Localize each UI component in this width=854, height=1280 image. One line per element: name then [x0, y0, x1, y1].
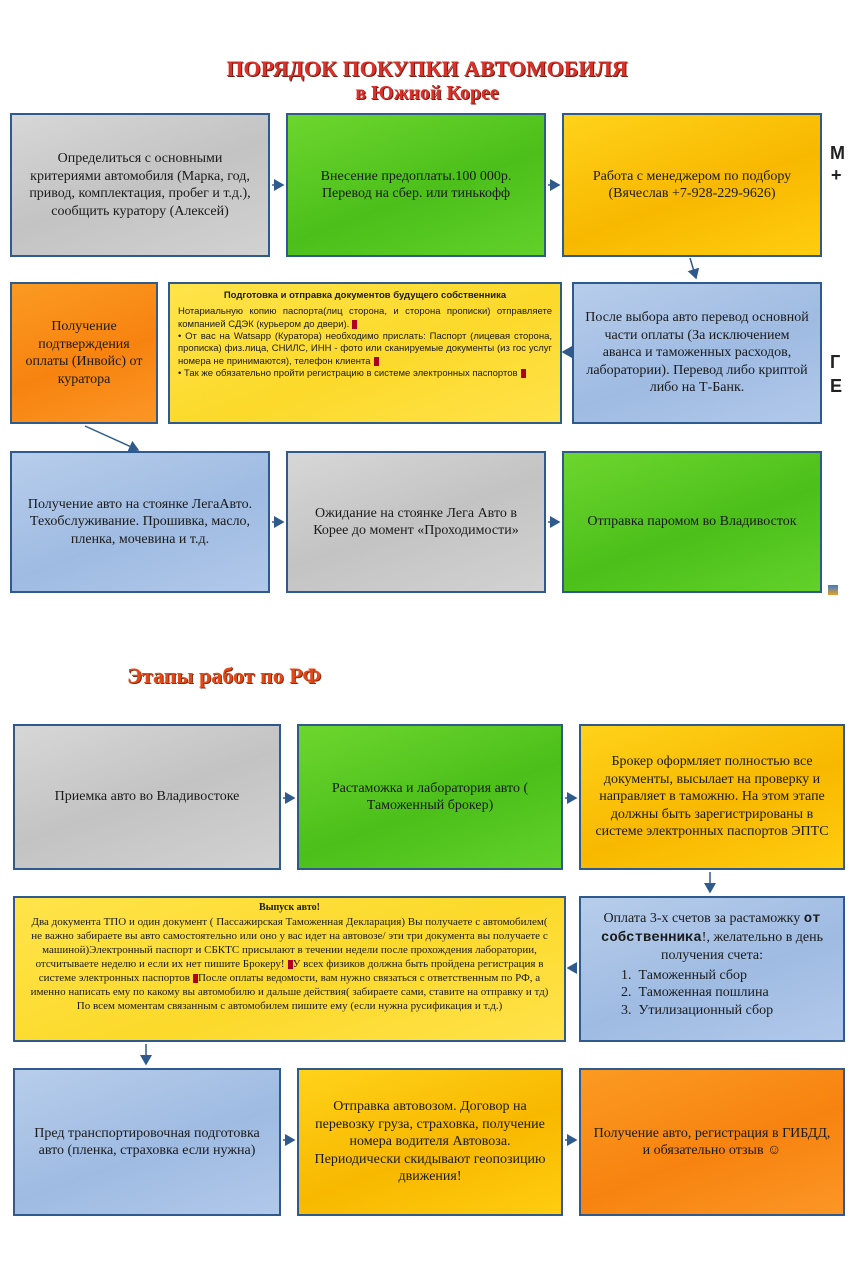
step-prepayment-text: Внесение предоплаты.100 000р. Перевод на сбер. или тинькофф: [320, 168, 512, 201]
rf-step-release-p3: После оплаты ведомости, вам нужно связаться с ответственным по РФ, а именно написать ему по какому вы автомобилю и дальше действия( забираете сами, ставите на отправку и тд) По всем моментам связанным с автомобилем пишите ему (если нужна русификация и т.д.): [30, 972, 549, 1013]
rf-step-pay-invoices-line2: !, желательно в день получения счета:: [660, 929, 824, 963]
step-receive-legaauto-text: Получение авто на стоянке ЛегаАвто. Техобслуживание. Прошивка, масло, пленка, мочевина и т.д.: [27, 496, 253, 547]
step-ferry-vladivostok-text: Отправка паромом во Владивосток: [587, 514, 797, 530]
rf-section-title: Этапы работ по РФ: [127, 663, 322, 688]
rf-step-pre-transport-text: Пред транспортировочная подготовка авто (пленка, страховка если нужна): [34, 1125, 260, 1158]
step-main-payment-text: После выбора авто перевод основной части оплаты (За исключением аванса и таможенных расходов, лаборатории). Перевод либо криптой либо на Т-Банк.: [585, 310, 809, 396]
step-waiting-parking-text: Ожидание на стоянке Лега Авто в Корее до момент «Проходимости»: [313, 505, 519, 538]
rf-step-pay-invoices-bold: от собственника: [600, 911, 821, 946]
rf-step-broker-text: Брокер оформляет полностью все документы, высылает на проверку и направляет в таможню. На этом этапе должны быть зарегистрированы в системе электронных паспортов ЭПТС: [595, 754, 829, 840]
step-invoice-confirmation-text: Получение подтверждения оплаты (Инвойс) от куратора: [25, 319, 143, 387]
rf-step-car-carrier: [297, 1068, 563, 1216]
edge-glyph-1: М: [830, 143, 845, 163]
red-marker-icon: [374, 357, 379, 366]
rf-step-car-carrier-text: Отправка автовозом. Договор на перевозку груза, страховка, получение номера водителя Автовоза. Периодически скидывают геопозицию движения!: [314, 1099, 546, 1185]
fee-item: 2. Таможенная пошлина: [621, 985, 769, 1000]
step-manager-text: Работа с менеджером по подбору (Вячеслав +7-928-229-9626): [592, 168, 792, 201]
rf-step-customs-lab-text: Растаможка и лаборатория авто ( Таможенный брокер): [331, 780, 529, 813]
step-receive-legaauto: [10, 451, 270, 593]
step-documents-p1: Нотариальную копию паспорта(лиц сторона, и сторона прописки) отправляете компанией СДЭК (курьером до двери).: [178, 306, 552, 330]
step-define-criteria: [10, 113, 270, 257]
rf-step-acceptance: [13, 724, 281, 870]
step-documents: [168, 282, 562, 424]
arrow-s6-s7: [85, 426, 138, 450]
rf-step-release: [13, 896, 566, 1042]
fees-list: [621, 967, 833, 1020]
step-waiting-parking: [286, 451, 546, 593]
red-marker-icon: [521, 369, 526, 378]
page-subtitle: в Южной Корее: [355, 82, 499, 104]
edge-glyph-3: Г: [830, 352, 841, 372]
rf-step-release-heading: Выпуск авто!: [259, 902, 320, 913]
edge-glyph-2: +: [831, 165, 842, 185]
rf-step-pre-transport: [13, 1068, 281, 1216]
page-title: ПОРЯДОК ПОКУПКИ АВТОМОБИЛЯ: [226, 56, 628, 81]
rf-step-release-p2: У всех физиков должна быть пройдена регистрация в системе электронных паспортов: [38, 958, 544, 985]
rf-step-registration: [579, 1068, 845, 1216]
rf-step-pay-invoices-line1: Оплата 3-х счетов за растаможку: [603, 911, 801, 926]
arrow-s3-s4: [690, 258, 696, 278]
step-documents-p2: • От вас на Watsapp (Куратора) необходимо прислать: Паспорт (лицевая сторона, прописка) физ.лица, СНИЛС, ИНН - фото или сканируемые документы (из гос услуг номера не принимаются), телефон клиента: [178, 331, 552, 367]
rf-step-customs-lab: [297, 724, 563, 870]
rf-step-release-p1: Два документа ТПО и один документ ( Пассажирская Таможенная Декларация) Вы получаете с автомобилем( не важно забираете вы авто самостоятельно или оно у вас идет на автовозе/ эти три документа вы получаете с машиной)Электронный паспорт и СБКТС присылают в течении недели после прохождения лаборатории, отсчитываете неделю и если их нет пишите Брокеру!: [31, 915, 548, 971]
edge-glyph-4: Е: [830, 376, 843, 396]
rf-step-pay-invoices: [579, 896, 845, 1042]
step-ferry-vladivostok: [562, 451, 822, 593]
step-documents-heading: Подготовка и отправка документов будущего собственника: [223, 290, 507, 301]
step-manager: [562, 113, 822, 257]
fee-item: 1. Таможенный сбор: [621, 967, 748, 983]
step-define-criteria-text: Определиться с основными критериями автомобиля (Марка, год, привод, комплектация, пробег и т.д.), сообщить куратору (Алексей): [29, 151, 251, 219]
step-prepayment: [286, 113, 546, 257]
red-marker-icon: [352, 320, 357, 329]
step-invoice-confirmation: [10, 282, 158, 424]
edge-decoration-icon: [828, 585, 838, 595]
step-main-payment: [572, 282, 822, 424]
fee-item: 3. Утилизационный сбор: [621, 1002, 774, 1018]
step-documents-p3: • Так же обязательно пройти регистрацию в системе электронных паспортов: [178, 368, 518, 380]
rf-step-broker: [579, 724, 845, 870]
rf-step-registration-text: Получение авто, регистрация в ГИБДД, и обязательно отзыв ☺: [593, 1125, 831, 1158]
rf-step-acceptance-text: Приемка авто во Владивостоке: [54, 789, 240, 805]
